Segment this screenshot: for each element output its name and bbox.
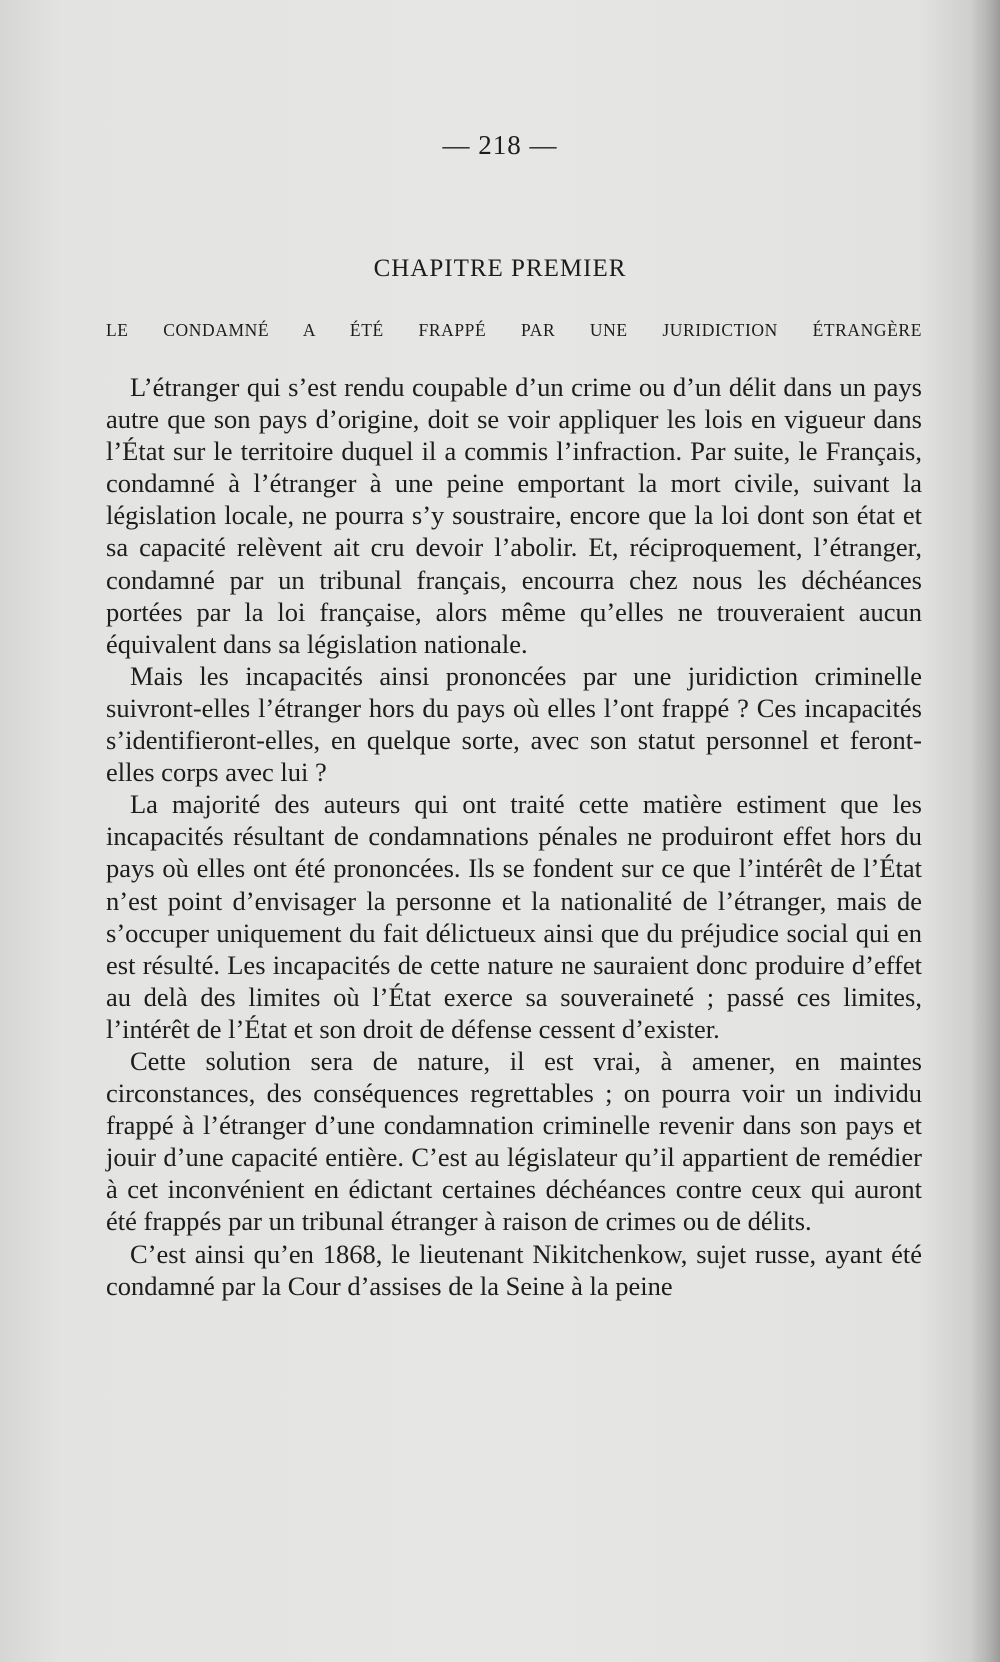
page-number: — 218 — — [442, 130, 558, 160]
body-text — [106, 371, 922, 1302]
paragraph: La majorité des auteurs qui ont traité cette matière estiment que les incapacités résultant de condamnations pénales ne produiront effet hors du pays où elles ont été prononcées. Ils se fondent sur ce que l’intérêt de l’État n’est point d’envisager la personne et la nationalité de l’étranger, mais de s’occuper uniquement du fait délictueux ainsi que du préjudice social qui en est résulté. Les incapacités de cette nature ne sauraient donc produire d’effet au delà des limites où l’État exerce sa souveraineté ; passé ces limites, l’intérêt de l’État et son droit de défense cessent d’exister. — [106, 789, 922, 1044]
paragraph: L’étranger qui s’est rendu coupable d’un crime ou d’un délit dans un pays autre que son pays d’origine, doit se voir appliquer les lois en vigueur dans l’État sur le territoire duquel il a commis l’infraction. Par suite, le Français, condamné à l’étranger à une peine emportant la mort civile, suivant la législation locale, ne pourra s’y soustraire, encore que la loi dont son état et sa capacité relèvent ait cru devoir l’abolir. Et, réciproquement, l’étranger, condamné par un tribunal français, encourra chez nous les déchéances portées par la loi française, alors même qu’elles ne trouveraient aucun équivalent dans sa législation nationale. — [106, 372, 922, 659]
section-title: LE CONDAMNÉ A ÉTÉ FRAPPÉ PAR UNE JURIDICTION ÉTRANGÈRE — [106, 320, 922, 340]
paragraph: C’est ainsi qu’en 1868, le lieutenant Nikitchenkow, sujet russe, ayant été condamné par la Cour d’assises de la Seine à la peine — [106, 1238, 922, 1301]
chapter-title: CHAPITRE PREMIER — [373, 255, 627, 282]
paragraph: Cette solution sera de nature, il est vrai, à amener, en maintes circonstances, des conséquences regrettables ; on pourra voir un individu frappé à l’étranger d’une condamnation criminelle revenir dans son pays et jouir d’une capacité entière. C’est au législateur qu’il appartient de remédier à cet inconvénient en édictant certaines déchéances contre ceux qui auront été frappés par un tribunal étranger à raison de crimes ou de délits. — [106, 1045, 922, 1237]
page-edge-shadow — [970, 0, 1000, 1662]
paragraph: Mais les incapacités ainsi prononcées par une juridiction criminelle suivront-elles l’étranger hors du pays où elles l’ont frappé ? Ces incapacités s’identifieront-elles, en quelque sorte, avec son statut personnel et feront-elles corps avec lui ? — [106, 660, 922, 788]
